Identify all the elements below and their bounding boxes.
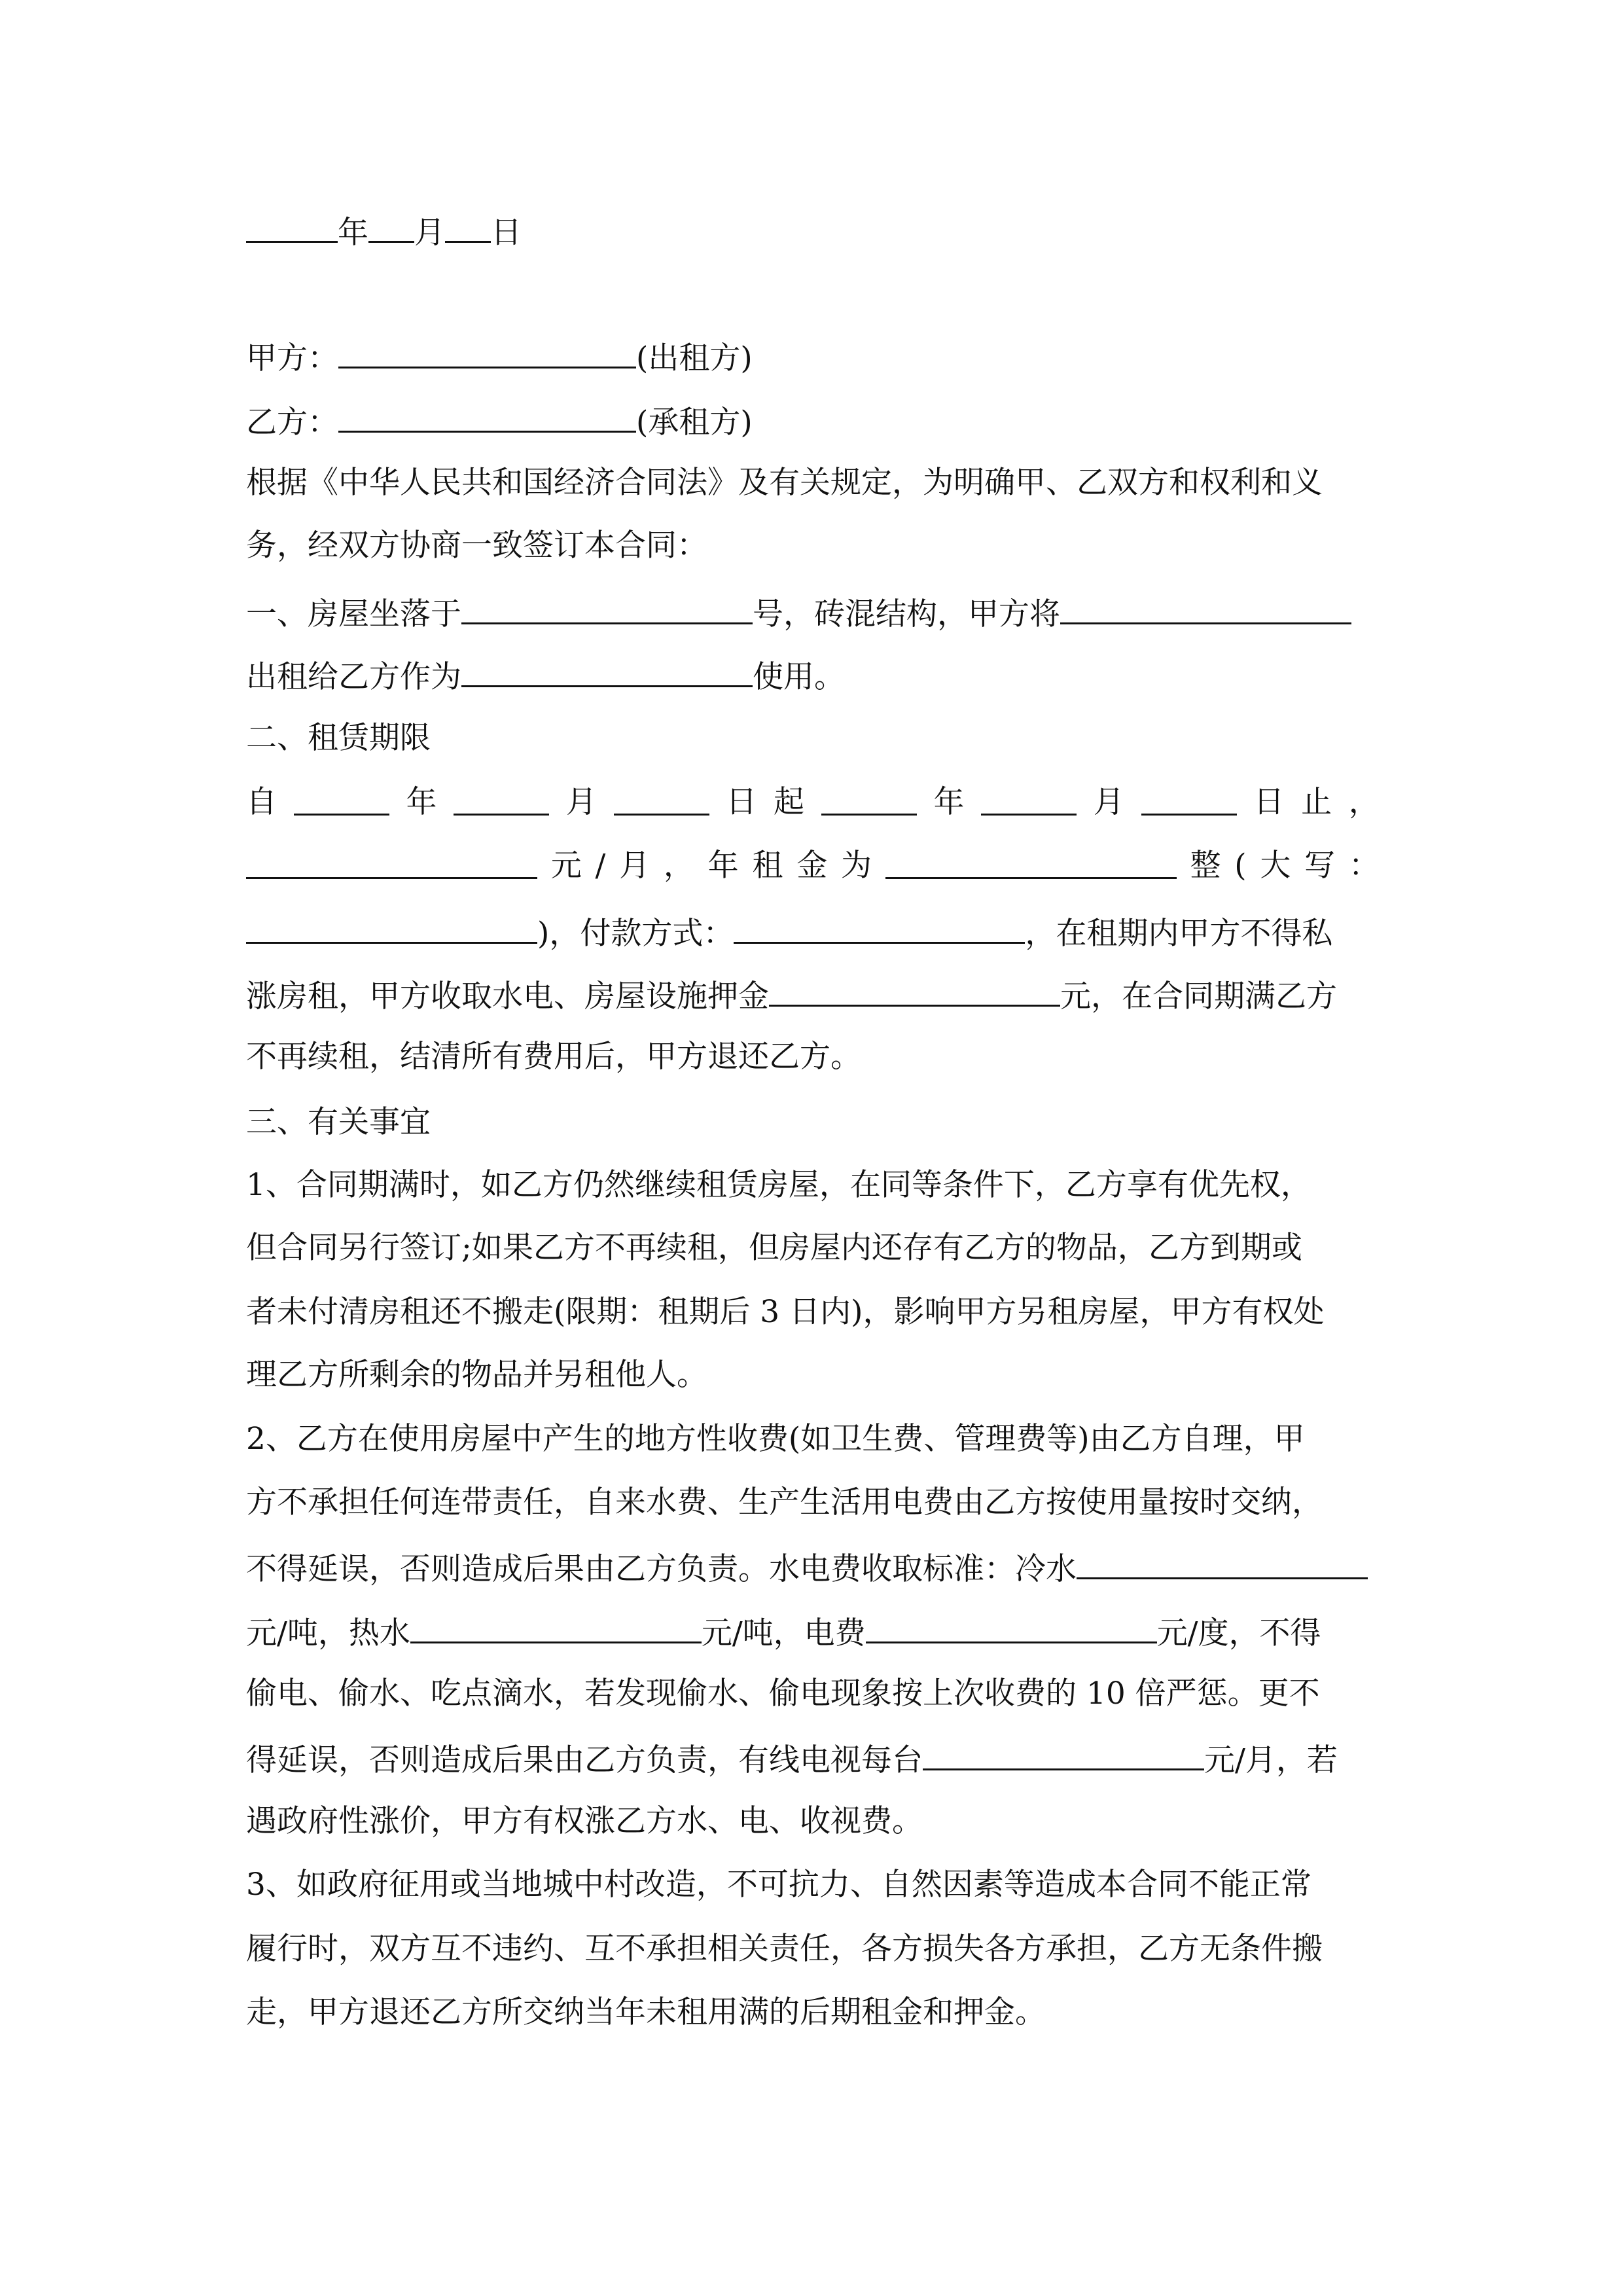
item1-line-4: 理乙方所剩余的物品并另租他人。 <box>246 1357 707 1393</box>
section1-text-a: 一、房屋坐落于 <box>246 596 461 632</box>
item2-line-2: 方不承担任何连带责任，自来水费、生产生活用电费由乙方按使用量按时交纳， <box>246 1484 1323 1520</box>
section1-text-b: 号，砖混结构，甲方将 <box>753 596 1060 632</box>
item2-line-4 <box>246 1607 1380 1653</box>
rent-char: 金 <box>796 848 828 884</box>
cable-tv-label: 得延误，否则造成后果由乙方负责，有线电视每台 <box>246 1742 923 1778</box>
item3-line-1: 3、如政府征用或当地城中村改造，不可抗力、自然因素等造成本合同不能正常 <box>246 1867 1311 1903</box>
hot-water-blank[interactable] <box>410 1607 702 1643</box>
end-month-blank[interactable] <box>981 780 1077 816</box>
rent-char: 为 <box>840 848 872 884</box>
utility-standard-label: 不得延误，否则造成后果由乙方负责。水电费收取标准：冷水 <box>246 1551 1077 1587</box>
rent-char: ， <box>663 848 694 884</box>
period-end: 止 <box>1301 784 1332 820</box>
cable-tv-suffix: 元/月，若 <box>1204 1742 1338 1778</box>
item2-line-6 <box>246 1734 1380 1780</box>
year-blank[interactable] <box>246 207 338 243</box>
rent-char: 月 <box>619 848 651 884</box>
item2-line-3 <box>246 1543 1380 1589</box>
period-month-2: 月 <box>1093 784 1124 820</box>
item2-line-7: 遇政府性涨价，甲方有权涨乙方水、电、收视费。 <box>246 1803 923 1839</box>
year-label: 年 <box>338 215 368 251</box>
item3-line-3: 走，甲方退还乙方所交纳当年未租用满的后期租金和押金。 <box>246 1994 1046 2030</box>
lease-period-line <box>246 780 1380 825</box>
rent-char: 写 <box>1304 848 1336 884</box>
rent-char: 年 <box>707 848 739 884</box>
section2-end-line: 不再续租，结清所有费用后，甲方退还乙方。 <box>246 1039 861 1075</box>
payment-line <box>246 908 1380 954</box>
premises-blank[interactable] <box>1060 588 1351 624</box>
cold-water-blank[interactable] <box>1077 1543 1368 1579</box>
rent-capital-blank[interactable] <box>246 908 537 944</box>
start-day-blank[interactable] <box>614 780 709 816</box>
payment-method-blank[interactable] <box>734 908 1025 944</box>
item1-line-1: 1、合同期满时，如乙方仍然继续租赁房屋，在同等条件下，乙方享有优先权， <box>246 1167 1311 1203</box>
day-label: 日 <box>491 215 522 251</box>
section1-use-label: 出租给乙方作为 <box>246 659 461 695</box>
deposit-blank[interactable] <box>769 971 1060 1007</box>
section3-heading: 三、有关事宜 <box>246 1104 431 1140</box>
party-a-name-blank[interactable] <box>338 332 636 368</box>
item3-line-2: 履行时，双方互不违约、互不承担相关责任，各方损失各方承担，乙方无条件搬 <box>246 1931 1323 1967</box>
item2-line-1: 2、乙方在使用房屋中产生的地方性收费(如卫生费、管理费等)由乙方自理，甲 <box>246 1421 1305 1457</box>
item2-line-5: 偷电、偷水、吃点滴水，若发现偷水、偷电现象按上次收费的 10 倍严惩。更不 <box>246 1676 1320 1712</box>
rent-char: / <box>595 848 606 884</box>
payment-text: ，在租期内甲方不得私 <box>1025 916 1333 952</box>
electricity-blank[interactable] <box>866 1607 1157 1643</box>
section1-line-2 <box>246 651 1380 697</box>
period-day-1: 日 <box>726 784 757 820</box>
section1-line-1 <box>246 588 1380 634</box>
month-label: 月 <box>414 215 445 251</box>
start-year-blank[interactable] <box>294 780 389 816</box>
period-month-1: 月 <box>565 784 597 820</box>
party-b-line <box>246 397 1380 442</box>
electricity-suffix: 元/度，不得 <box>1156 1615 1321 1651</box>
rent-line <box>246 843 1380 889</box>
hot-water-label: 元/吨，热水 <box>246 1615 410 1651</box>
period-day-2: 日 <box>1253 784 1285 820</box>
party-a-line <box>246 332 1380 378</box>
end-year-blank[interactable] <box>821 780 917 816</box>
date-line <box>246 207 1380 253</box>
day-blank[interactable] <box>445 207 491 243</box>
party-b-label: 乙方： <box>246 404 338 440</box>
item1-line-3: 者未付清房租还不搬走(限期：租期后 3 日内)，影响甲方另租房屋，甲方有权处 <box>246 1294 1325 1330</box>
section2-heading: 二、租赁期限 <box>246 720 431 756</box>
deposit-line <box>246 971 1380 1016</box>
rent-char: 元 <box>550 848 582 884</box>
start-month-blank[interactable] <box>454 780 549 816</box>
annual-rent-blank[interactable] <box>885 843 1177 879</box>
rent-char: ( <box>1234 848 1247 884</box>
address-blank[interactable] <box>461 588 753 624</box>
end-day-blank[interactable] <box>1141 780 1237 816</box>
party-a-label: 甲方： <box>246 340 338 376</box>
period-year-2: 年 <box>933 784 965 820</box>
period-year-1: 年 <box>406 784 437 820</box>
deposit-suffix: 元，在合同期满乙方 <box>1060 978 1337 1014</box>
party-a-role: (出租方) <box>636 340 753 376</box>
intro-line-2: 务，经双方协商一致签订本合同： <box>246 528 707 564</box>
cable-tv-blank[interactable] <box>923 1734 1204 1770</box>
rent-char: 整 <box>1190 848 1221 884</box>
electricity-label: 元/吨，电费 <box>701 1615 866 1651</box>
payment-method-label: )，付款方式： <box>537 916 734 952</box>
period-start: 起 <box>774 784 805 820</box>
period-from: 自 <box>246 784 277 820</box>
rent-char: ： <box>1348 848 1380 884</box>
rent-char: 大 <box>1260 848 1291 884</box>
monthly-rent-blank[interactable] <box>246 843 537 879</box>
intro-line-1: 根据《中华人民共和国经济合同法》及有关规定，为明确甲、乙双方和权利和义 <box>246 465 1323 501</box>
deposit-label: 涨房租，甲方收取水电、房屋设施押金 <box>246 978 769 1014</box>
period-comma: ， <box>1348 784 1380 820</box>
party-b-role: (承租方) <box>636 404 753 440</box>
party-b-name-blank[interactable] <box>338 397 636 433</box>
item1-line-2: 但合同另行签订;如果乙方不再续租，但房屋内还存有乙方的物品，乙方到期或 <box>246 1230 1302 1266</box>
rent-char: 租 <box>752 848 783 884</box>
section1-use-suffix: 使用。 <box>753 659 845 695</box>
month-blank[interactable] <box>368 207 414 243</box>
usage-blank[interactable] <box>461 651 753 687</box>
